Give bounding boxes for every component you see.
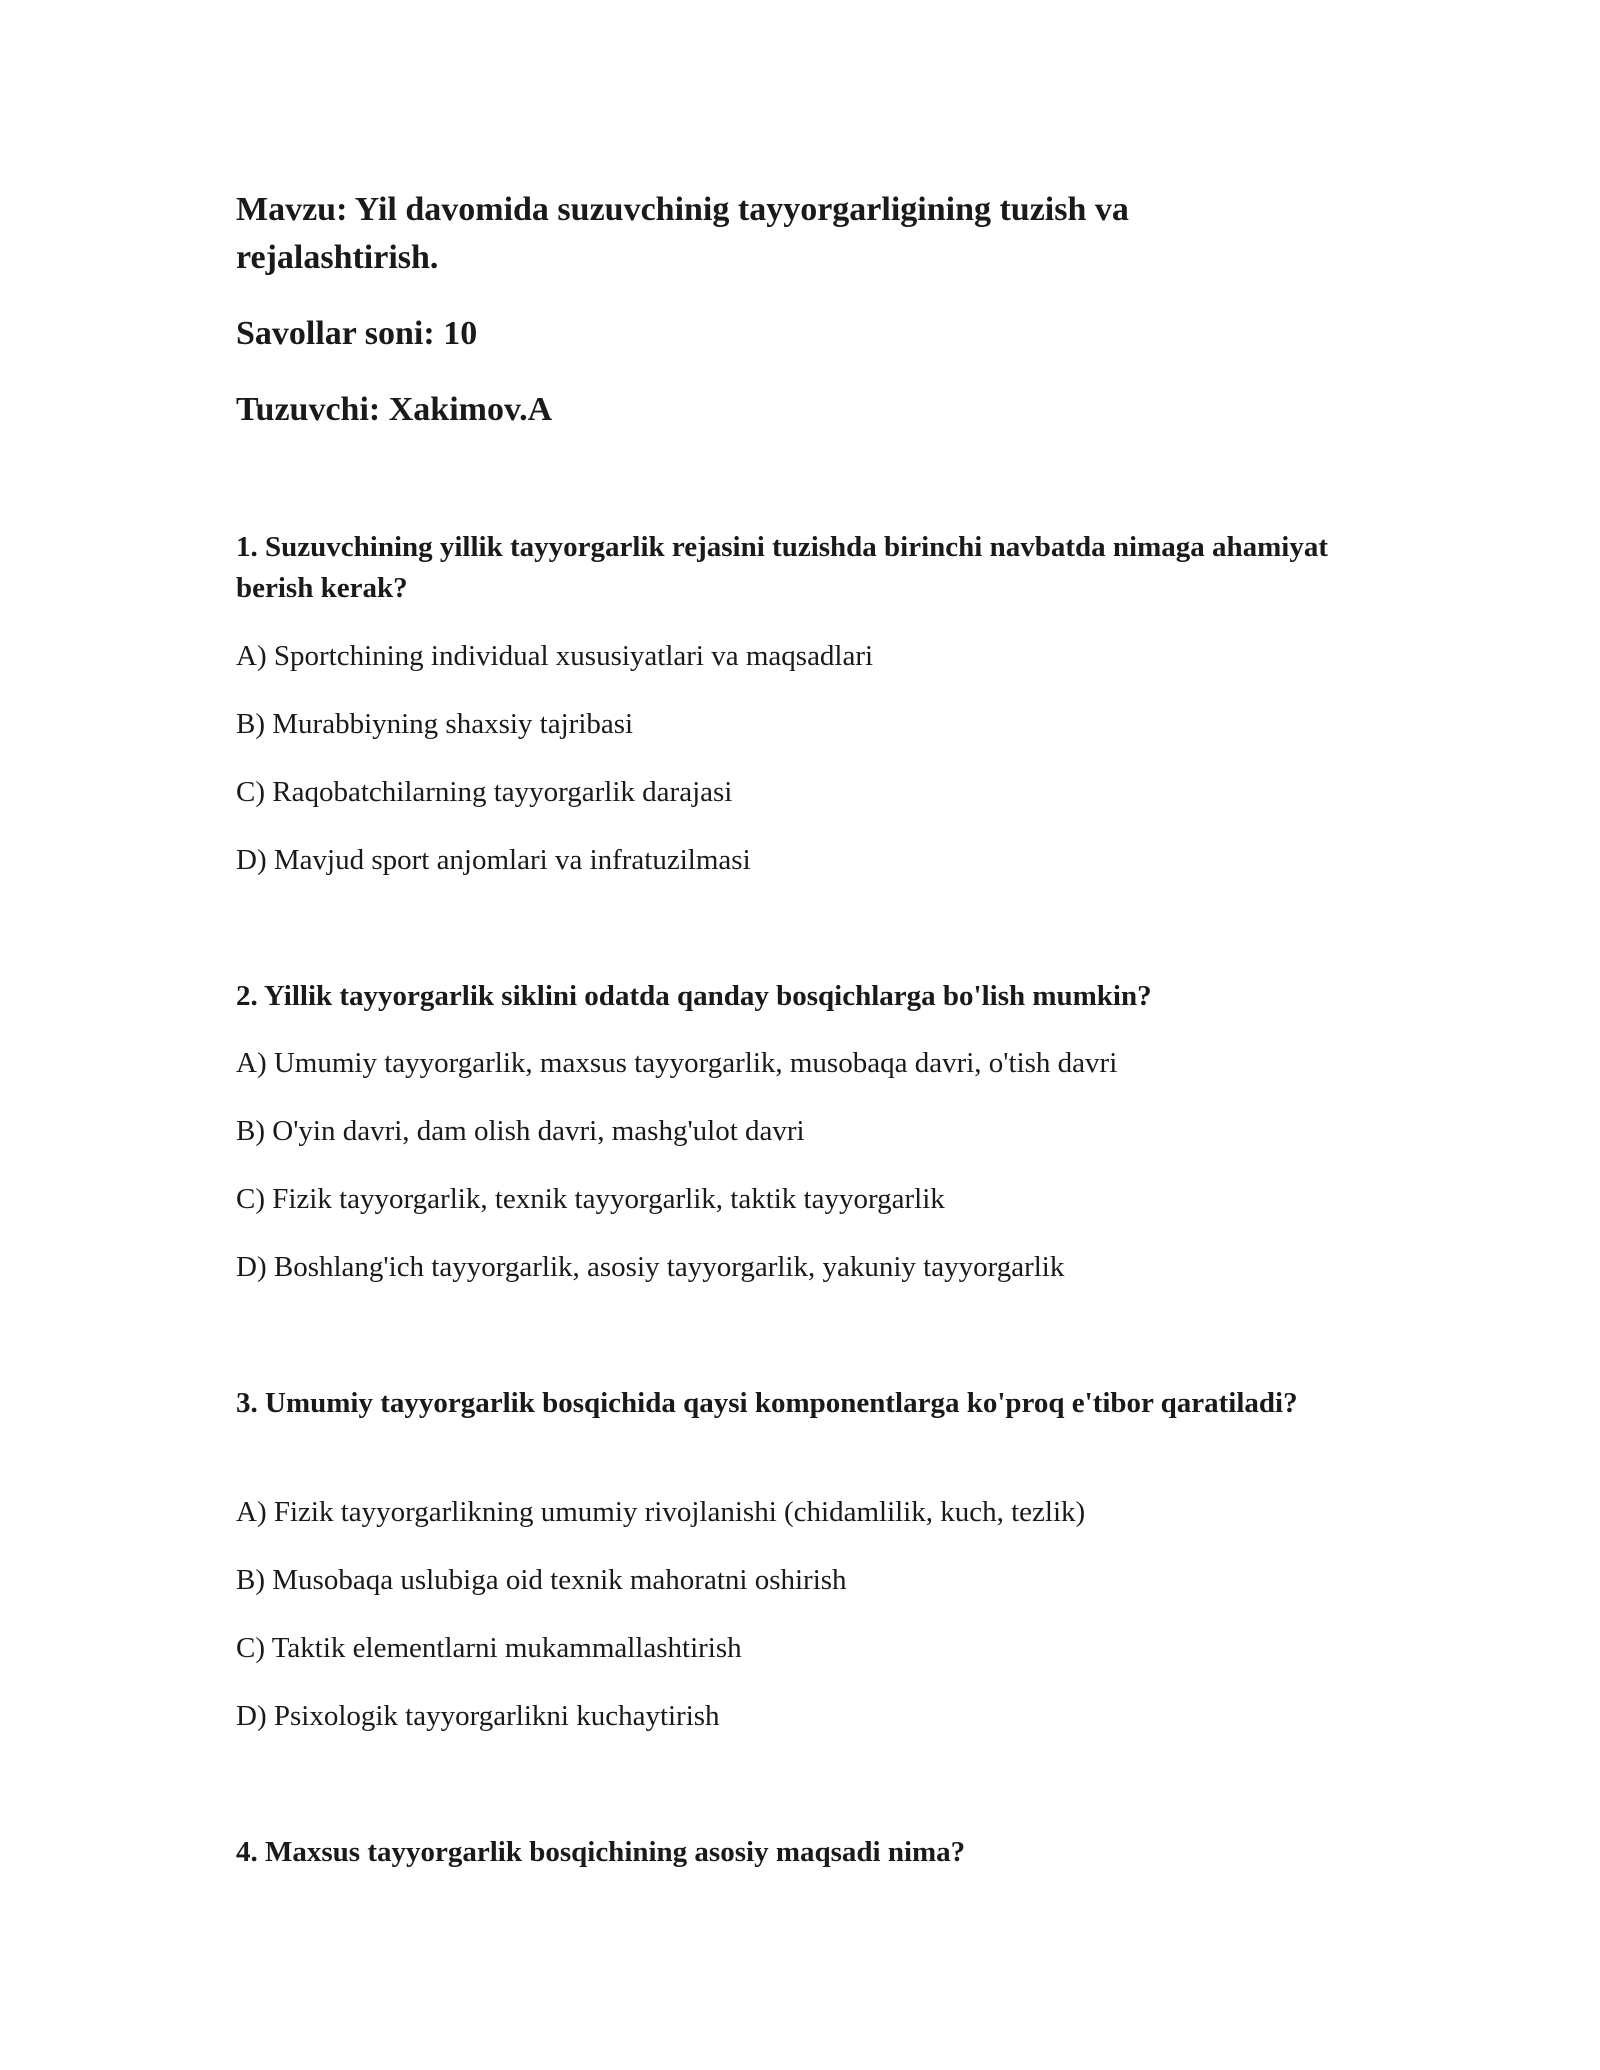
question-2-option-a: A) Umumiy tayyorgarlik, maxsus tayyorgarlik, musobaqa davri, o'tish davri <box>236 1047 1118 1079</box>
question-2-option-c: C) Fizik tayyorgarlik, texnik tayyorgarlik, taktik tayyorgarlik <box>236 1183 945 1215</box>
question-3-option-c: C) Taktik elementlarni mukammallashtirish <box>236 1632 742 1664</box>
question-3: 3. Umumiy tayyorgarlik bosqichida qaysi komponentlarga ko'proq e'tibor qaratiladi? <box>236 1387 1298 1419</box>
document-title: Mavzu: Yil davomida suzuvchinig tayyorgarligining tuzish va rejalashtirish. <box>236 191 1129 276</box>
question-count: Savollar soni: 10 <box>236 315 478 352</box>
question-1-option-a: A) Sportchining individual xususiyatlari va maqsadlari <box>236 640 874 672</box>
question-1: 1. Suzuvchining yillik tayyorgarlik rejasini tuzishda birinchi navbatda nimaga ahamiyat berish kerak? <box>236 531 1328 604</box>
question-2-option-b: B) O'yin davri, dam olish davri, mashg'ulot davri <box>236 1115 805 1147</box>
question-1-option-b: B) Murabbiyning shaxsiy tajribasi <box>236 708 634 740</box>
question-3-option-a: A) Fizik tayyorgarlikning umumiy rivojlanishi (chidamlilik, kuch, tezlik) <box>236 1496 1086 1528</box>
question-3-option-d: D) Psixologik tayyorgarlikni kuchaytirish <box>236 1700 720 1732</box>
author-line: Tuzuvchi: Xakimov.A <box>236 391 553 428</box>
question-1-option-d: D) Mavjud sport anjomlari va infratuzilmasi <box>236 844 751 876</box>
question-2: 2. Yillik tayyorgarlik siklini odatda qanday bosqichlarga bo'lish mumkin? <box>236 980 1152 1012</box>
question-1-option-c: C) Raqobatchilarning tayyorgarlik darajasi <box>236 776 733 808</box>
question-4: 4. Maxsus tayyorgarlik bosqichining asosiy maqsadi nima? <box>236 1836 966 1868</box>
question-2-option-d: D) Boshlang'ich tayyorgarlik, asosiy tayyorgarlik, yakuniy tayyorgarlik <box>236 1251 1065 1283</box>
question-3-option-b: B) Musobaqa uslubiga oid texnik mahoratni oshirish <box>236 1564 847 1596</box>
